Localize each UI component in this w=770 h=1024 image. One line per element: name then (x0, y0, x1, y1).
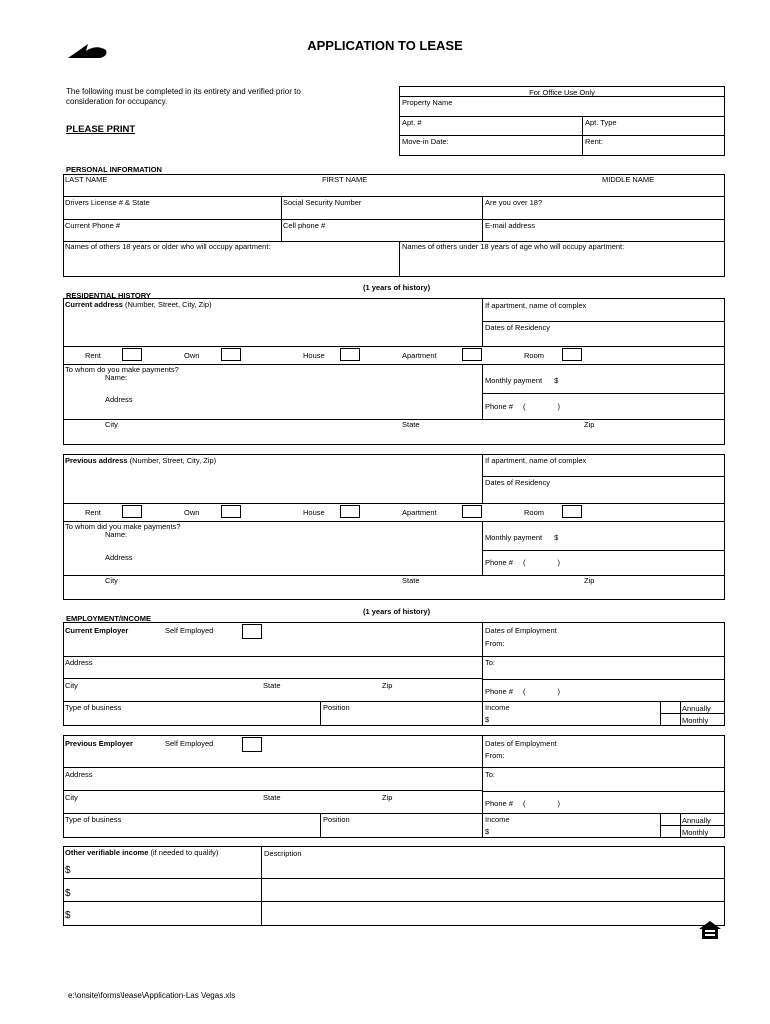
previous-own-label: Own (184, 508, 200, 517)
previous-income-annually-option[interactable]: Annually (682, 816, 711, 825)
employment-history-note: (1 years of history) (363, 607, 431, 616)
apt-number-field[interactable]: Apt. # (402, 118, 422, 127)
previous-employer-box (63, 735, 725, 838)
previous-business-type-field[interactable]: Type of business (65, 815, 122, 824)
current-income-label: Income (485, 703, 510, 712)
previous-self-employed-checkbox[interactable] (242, 737, 262, 752)
employment-heading: EMPLOYMENT/INCOME (66, 614, 152, 623)
other-income-label: Other verifiable income (if needed to qualify) (65, 848, 219, 857)
current-payee-address-field[interactable]: Address (105, 395, 133, 404)
previous-address-field[interactable]: Previous address (Number, Street, City, Zip) (65, 456, 217, 465)
cell-phone-field[interactable]: Cell phone # (283, 221, 326, 230)
previous-employer-phone-field[interactable]: Phone # ( ) (485, 799, 560, 808)
previous-income-monthly-option[interactable]: Monthly (682, 828, 709, 837)
previous-income-field[interactable]: $ (485, 827, 490, 836)
current-self-employed-checkbox[interactable] (242, 624, 262, 639)
previous-position-field[interactable]: Position (323, 815, 350, 824)
previous-payee-address-field[interactable]: Address (105, 553, 133, 562)
previous-employment-to-field[interactable]: To: (485, 770, 496, 779)
equal-housing-icon (698, 920, 722, 940)
current-self-employed-label: Self Employed (165, 626, 214, 635)
current-house-label: House (303, 351, 325, 360)
previous-payee-name-field[interactable]: Name: (105, 530, 128, 539)
current-position-field[interactable]: Position (323, 703, 350, 712)
previous-payee-phone-field[interactable]: Phone # ( ) (485, 558, 560, 567)
current-income-monthly-option[interactable]: Monthly (682, 716, 709, 725)
current-employer-city-field[interactable]: City (65, 681, 78, 690)
current-employment-to-field[interactable]: To: (485, 658, 496, 667)
previous-apartment-label: Apartment (402, 508, 437, 517)
current-payee-label: To whom do you make payments? (65, 365, 179, 374)
current-monthly-payment-field[interactable]: Monthly payment $ (485, 376, 559, 385)
current-state-field[interactable]: State (402, 420, 420, 429)
previous-apartment-checkbox[interactable] (462, 505, 482, 518)
previous-self-employed-label: Self Employed (165, 739, 214, 748)
current-employment-dates-label: Dates of Employment (485, 626, 557, 635)
current-employment-from-field[interactable]: From: (485, 639, 505, 648)
first-name-field[interactable]: FIRST NAME (322, 175, 368, 184)
previous-state-field[interactable]: State (402, 576, 420, 585)
move-in-date-field[interactable]: Move-in Date: (402, 137, 449, 146)
other-income-box (63, 846, 725, 926)
middle-name-field[interactable]: MIDDLE NAME (602, 175, 655, 184)
current-own-label: Own (184, 351, 200, 360)
previous-zip-field[interactable]: Zip (584, 576, 595, 585)
previous-residency-dates-field[interactable]: Dates of Residency (485, 478, 551, 487)
previous-payee-label: To whom did you make payments? (65, 522, 181, 531)
other-income-amount-3-field[interactable]: $ (65, 910, 71, 921)
current-own-checkbox[interactable] (221, 348, 241, 361)
current-business-type-field[interactable]: Type of business (65, 703, 122, 712)
current-apartment-checkbox[interactable] (462, 348, 482, 361)
residential-history-heading: RESIDENTIAL HISTORY (66, 291, 151, 300)
please-print-label: PLEASE PRINT (66, 124, 136, 135)
current-rent-checkbox[interactable] (122, 348, 142, 361)
current-complex-field[interactable]: If apartment, name of complex (485, 301, 587, 310)
previous-rent-checkbox[interactable] (122, 505, 142, 518)
apt-type-field[interactable]: Apt. Type (585, 118, 617, 127)
current-payee-name-field[interactable]: Name: (105, 373, 128, 382)
previous-employment-dates-label: Dates of Employment (485, 739, 557, 748)
other-income-amount-2-field[interactable]: $ (65, 888, 71, 899)
previous-house-label: House (303, 508, 325, 517)
email-field[interactable]: E-mail address (485, 221, 536, 230)
over-18-field[interactable]: Are you over 18? (485, 198, 543, 207)
residential-history-note: (1 years of history) (363, 283, 431, 292)
current-room-label: Room (524, 351, 545, 360)
drivers-license-field[interactable]: Drivers License # & State (65, 198, 150, 207)
current-residency-dates-field[interactable]: Dates of Residency (485, 323, 551, 332)
property-name-field[interactable]: Property Name (402, 98, 453, 107)
current-city-field[interactable]: City (105, 420, 118, 429)
previous-employer-zip-field[interactable]: Zip (382, 793, 393, 802)
previous-room-checkbox[interactable] (562, 505, 582, 518)
last-name-field[interactable]: LAST NAME (65, 175, 108, 184)
previous-city-field[interactable]: City (105, 576, 118, 585)
current-zip-field[interactable]: Zip (584, 420, 595, 429)
previous-employer-field[interactable]: Previous Employer (65, 739, 133, 748)
office-use-heading: For Office Use Only (529, 88, 595, 97)
page-title: APPLICATION TO LEASE (307, 38, 463, 53)
previous-complex-field[interactable]: If apartment, name of complex (485, 456, 587, 465)
previous-employer-city-field[interactable]: City (65, 793, 78, 802)
current-employer-field[interactable]: Current Employer (65, 626, 129, 635)
current-phone-field[interactable]: Current Phone # (65, 221, 121, 230)
intro-text: The following must be completed in its entirety and verified prior to consideration for occupancy. (66, 87, 301, 106)
previous-own-checkbox[interactable] (221, 505, 241, 518)
previous-employer-state-field[interactable]: State (263, 793, 281, 802)
current-income-field[interactable]: $ (485, 715, 490, 724)
other-income-amount-1-field[interactable]: $ (65, 865, 71, 876)
personal-info-box (63, 174, 725, 277)
other-income-description-label: Description (264, 849, 302, 858)
current-house-checkbox[interactable] (340, 348, 360, 361)
current-employer-state-field[interactable]: State (263, 681, 281, 690)
current-apartment-label: Apartment (402, 351, 437, 360)
current-rent-label: Rent (85, 351, 101, 360)
previous-employment-from-field[interactable]: From: (485, 751, 505, 760)
previous-monthly-payment-field[interactable]: Monthly payment $ (485, 533, 559, 542)
current-employer-address-field[interactable]: Address (65, 658, 93, 667)
others-under-18-field[interactable]: Names of others under 18 years of age who will occupy apartment: (402, 242, 625, 251)
previous-income-label: Income (485, 815, 510, 824)
current-address-field[interactable]: Current address (Number, Street, City, Zip) (65, 300, 212, 309)
current-employer-box (63, 622, 725, 726)
footer-file-path: e:\onsite\forms\lease\Application-Las Vegas.xls (68, 991, 236, 1000)
ssn-field[interactable]: Social Security Number (283, 198, 362, 207)
current-employer-zip-field[interactable]: Zip (382, 681, 393, 690)
personal-info-heading: PERSONAL INFORMATION (66, 165, 162, 174)
rent-field[interactable]: Rent: (585, 137, 603, 146)
current-employer-phone-field[interactable]: Phone # ( ) (485, 687, 560, 696)
previous-rent-label: Rent (85, 508, 101, 517)
previous-employer-address-field[interactable]: Address (65, 770, 93, 779)
others-over-18-field[interactable]: Names of others 18 years or older who will occupy apartment: (65, 242, 271, 251)
previous-room-label: Room (524, 508, 545, 517)
previous-house-checkbox[interactable] (340, 505, 360, 518)
current-room-checkbox[interactable] (562, 348, 582, 361)
current-income-annually-option[interactable]: Annually (682, 704, 711, 713)
current-payee-phone-field[interactable]: Phone # ( ) (485, 402, 560, 411)
